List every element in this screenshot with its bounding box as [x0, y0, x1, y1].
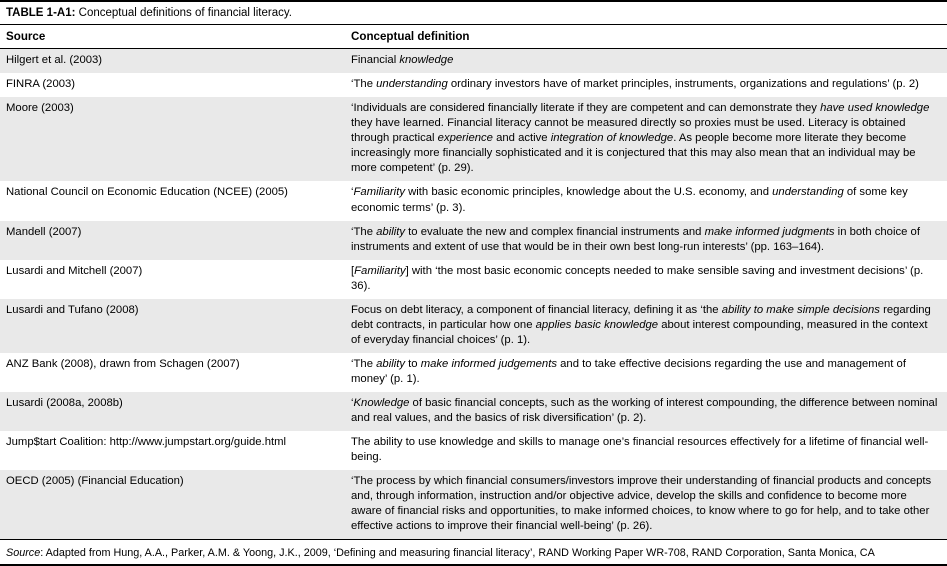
table-row [0, 299, 947, 353]
cell-definition: Financial knowledge [345, 49, 947, 74]
cell-definition: ‘The understanding ordinary investors have of market principles, instruments, organizations and regulations’ (p. 2) [345, 73, 947, 97]
cell-definition: [Familiarity] with ‘the most basic economic concepts needed to make sensible saving and investment decisions’ (p. 36). [345, 260, 947, 299]
cell-definition: ‘The ability to evaluate the new and complex financial instruments and make informed judgments in both choice of instruments and extent of use that would be in their own best long-run interests’ (pp. 163–164). [345, 221, 947, 260]
definitions-table [0, 25, 947, 538]
table-row [0, 260, 947, 299]
table-row [0, 97, 947, 181]
source-note-text: : Adapted from Hung, A.A., Parker, A.M. & Yoong, J.K., 2009, ‘Defining and measuring financial literacy’, RAND Working Paper WR-708, RAND Corporation, Santa Monica, CA [40, 546, 875, 559]
table-body [0, 49, 947, 539]
table-row [0, 181, 947, 220]
cell-definition: ‘The process by which financial consumers/investors improve their understanding of financial products and concepts and, through information, instruction and/or objective advice, develop the skills and confidence to become more aware of financial risks and opportunities, to make informed choices, to know where to go for help, and to take other effective actions to improve their financial well-being’ (p. 26). [345, 470, 947, 539]
table-row [0, 470, 947, 539]
cell-source: OECD (2005) (Financial Education) [0, 470, 345, 539]
cell-source: ANZ Bank (2008), drawn from Schagen (2007) [0, 353, 345, 392]
cell-definition: Focus on debt literacy, a component of financial literacy, defining it as ‘the ability to make simple decisions regarding debt contracts, in particular how one applies basic knowledge about interest compounding, measured in the context of everyday financial choices’ (p. 1). [345, 299, 947, 353]
table-caption [0, 2, 947, 25]
cell-source: Jump$tart Coalition: http://www.jumpstart.org/guide.html [0, 431, 345, 470]
cell-definition: ‘Knowledge of basic financial concepts, such as the working of interest compounding, the difference between nominal and real values, and the basics of risk diversification’ (p. 2). [345, 392, 947, 431]
source-note [0, 539, 947, 566]
cell-source: Lusardi (2008a, 2008b) [0, 392, 345, 431]
table-caption-label: TABLE 1-A1: [6, 7, 76, 19]
cell-source: Moore (2003) [0, 97, 345, 181]
table-header-row [0, 25, 947, 49]
cell-definition: ‘The ability to make informed judgements and to take effective decisions regarding the use and management of money’ (p. 1). [345, 353, 947, 392]
cell-source: National Council on Economic Education (NCEE) (2005) [0, 181, 345, 220]
table-row [0, 353, 947, 392]
table-caption-text: Conceptual definitions of financial literacy. [75, 7, 292, 19]
table-row [0, 73, 947, 97]
cell-definition: ‘Individuals are considered financially literate if they are competent and can demonstrate they have used knowledge they have learned. Financial literacy cannot be measured directly so proxies must be used. Literacy is obtained through practical experience and active integration of knowledge. As people become more literate they become increasingly more financially sophisticated and it is conjectured that this may also mean that an individual may be more competent’ (p. 29). [345, 97, 947, 181]
table-row [0, 392, 947, 431]
table-row [0, 431, 947, 470]
column-header-definition: Conceptual definition [345, 25, 947, 49]
cell-source: Lusardi and Tufano (2008) [0, 299, 345, 353]
cell-source: FINRA (2003) [0, 73, 345, 97]
column-header-source: Source [0, 25, 345, 49]
table-head [0, 25, 947, 49]
cell-source: Mandell (2007) [0, 221, 345, 260]
cell-source: Hilgert et al. (2003) [0, 49, 345, 74]
cell-definition: The ability to use knowledge and skills to manage one’s financial resources effectively for a lifetime of financial well-being. [345, 431, 947, 470]
table-row [0, 49, 947, 74]
table-row [0, 221, 947, 260]
cell-source: Lusardi and Mitchell (2007) [0, 260, 345, 299]
source-note-label: Source [6, 546, 41, 559]
cell-definition: ‘Familiarity with basic economic principles, knowledge about the U.S. economy, and understanding of some key economic terms’ (p. 3). [345, 181, 947, 220]
